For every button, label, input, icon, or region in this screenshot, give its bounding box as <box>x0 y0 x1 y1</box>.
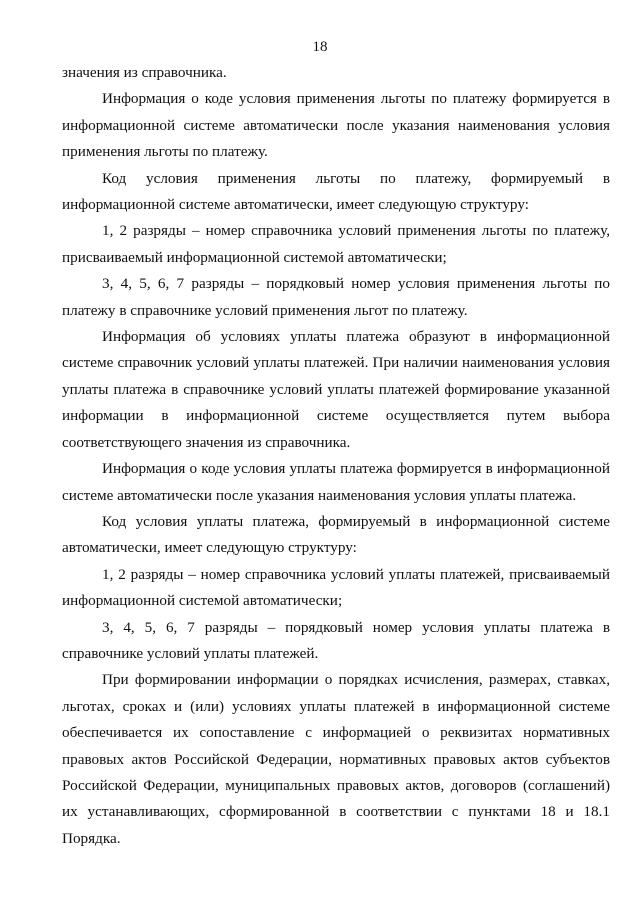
paragraph-4: 1, 2 разряды – номер справочника условий применения льготы по платежу, присваиваемый информационной системой автоматически; <box>62 222 610 266</box>
paragraph-5: 3, 4, 5, 6, 7 разряды – порядковый номер условия применения льготы по платежу в справочнике условий применения льгот по платежу. <box>62 275 610 319</box>
paragraph-6: Информация об условиях уплаты платежа образуют в информационной системе справочник условий уплаты платежей. При наличии наименования условия уплаты платежа в справочнике условий уплаты платежей формирование указанной информации в информационной системе осуществляется путем выбора соответствующего значения из справочника. <box>62 328 610 451</box>
paragraph-7: Информация о коде условия уплаты платежа формируется в информационной системе автоматически после указания наименования условия уплаты платежа. <box>62 460 610 504</box>
paragraph-8: Код условия уплаты платежа, формируемый в информационной системе автоматически, имеет следующую структуру: <box>62 512 610 557</box>
paragraph-3: Код условия применения льготы по платежу, формируемый в информационной системе автоматически, имеет следующую структуру: <box>62 169 610 214</box>
paragraph-11: При формировании информации о порядках исчисления, размерах, ставках, льготах, сроках и (или) условиях уплаты платежей в информационной системе обеспечивается их сопоставление с информацией о реквизитах нормативных правовых актов Российской Федерации, нормативных правовых актов субъектов Российской Федерации, муниципальных правовых актов, договоров (соглашений) их устанавливающих, сформированной в соответствии с пунктами 18 и 18.1 Порядка. <box>62 671 610 847</box>
page-number: 18 <box>312 39 328 55</box>
paragraph-2: Информация о коде условия применения льготы по платежу формируется в информационной системе автоматически после указания наименования условия применения льготы по платежу. <box>62 90 610 161</box>
paragraph-9: 1, 2 разряды – номер справочника условий уплаты платежей, присваиваемый информационной системой автоматически; <box>62 565 610 610</box>
document-body <box>62 60 610 852</box>
paragraph-1: значения из справочника. <box>62 64 227 81</box>
paragraph-10: 3, 4, 5, 6, 7 разряды – порядковый номер условия уплаты платежа в справочнике условий уплаты платежей. <box>62 618 610 662</box>
